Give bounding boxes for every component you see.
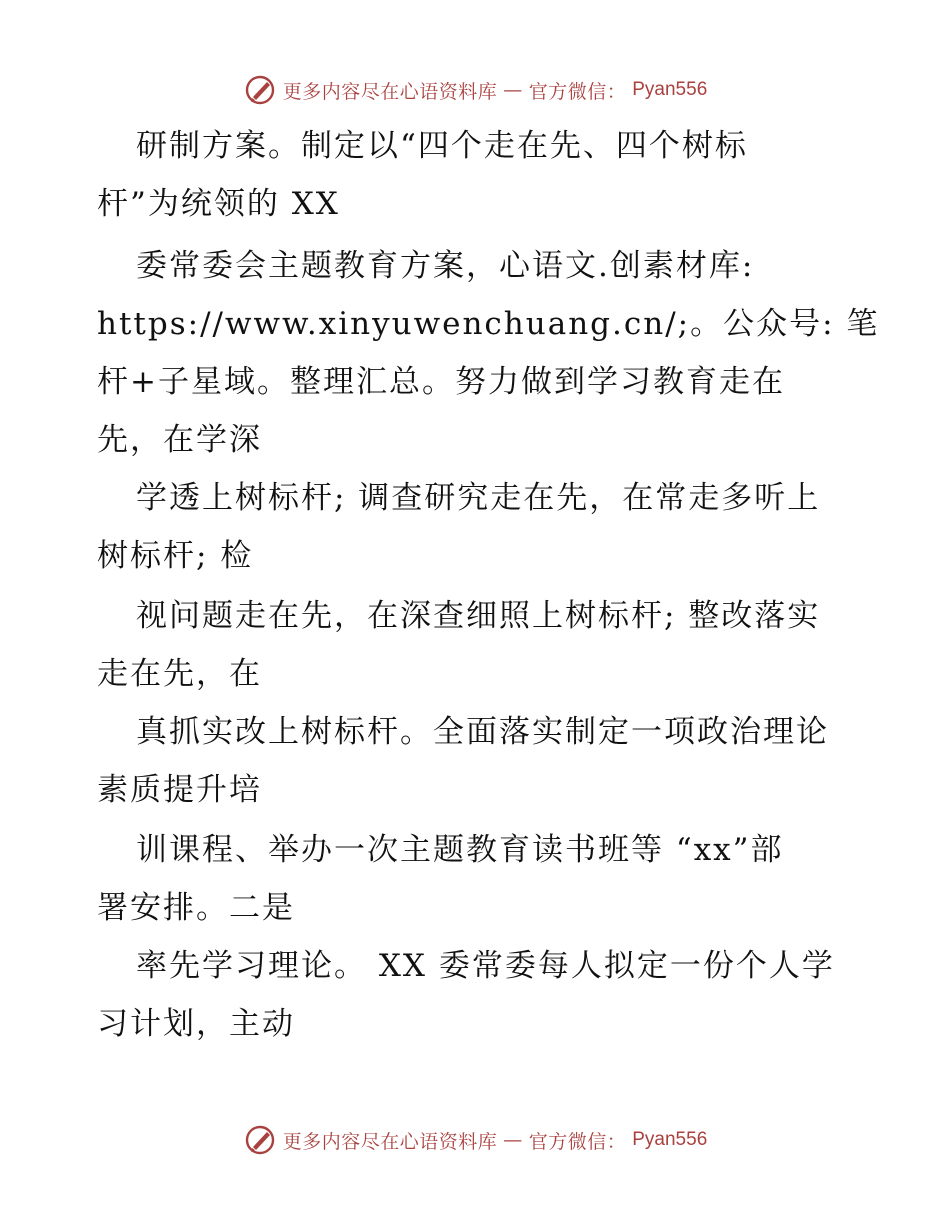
brand-logo-icon (243, 73, 277, 107)
body-line: 树标杆; 检 (97, 538, 254, 574)
body-line: 杆”为统领的 XX (97, 186, 340, 222)
footer-banner (0, 1120, 950, 1160)
body-line: 率先学习理论。 XX 委常委每人拟定一份个人学 (136, 948, 835, 984)
body-line: 真抓实改上树标杆。全面落实制定一项政治理论 (136, 714, 829, 750)
banner-site-text: 更多内容尽在心语资料库 (282, 80, 498, 103)
header-banner (0, 70, 950, 110)
body-line: 素质提升培 (97, 772, 262, 808)
body-line: 训课程、举办一次主题教育读书班等 “xx”部 (136, 832, 784, 868)
banner-separator: — (503, 1129, 523, 1151)
banner-wechat-label: 官方微信： (528, 1130, 627, 1153)
body-line: 署安排。二是 (97, 890, 295, 926)
banner-wechat-id: Pyan556 (632, 79, 708, 100)
body-line: 走在先，在 (97, 656, 262, 692)
body-line: 委常委会主题教育方案，心语文.创素材库: (136, 248, 755, 284)
banner-wechat-label: 官方微信： (528, 80, 627, 103)
body-line: https://www.xinyuwenchuang.cn/;。公众号: 笔 (97, 306, 880, 342)
body-line: 视问题走在先，在深查细照上树标杆; 整改落实 (136, 598, 821, 634)
body-line: 先，在学深 (97, 422, 262, 458)
banner-site-text: 更多内容尽在心语资料库 (282, 1130, 498, 1153)
body-line: 学透上树标杆; 调查研究走在先，在常走多听上 (136, 480, 821, 516)
banner-wechat-id: Pyan556 (632, 1129, 708, 1150)
body-line: 研制方案。制定以“四个走在先、四个树标 (136, 128, 748, 164)
brand-logo-icon (243, 1123, 277, 1157)
body-line: 习计划，主动 (97, 1006, 295, 1042)
body-line: 杆+子星域。整理汇总。努力做到学习教育走在 (97, 364, 785, 400)
banner-separator: — (503, 79, 523, 101)
